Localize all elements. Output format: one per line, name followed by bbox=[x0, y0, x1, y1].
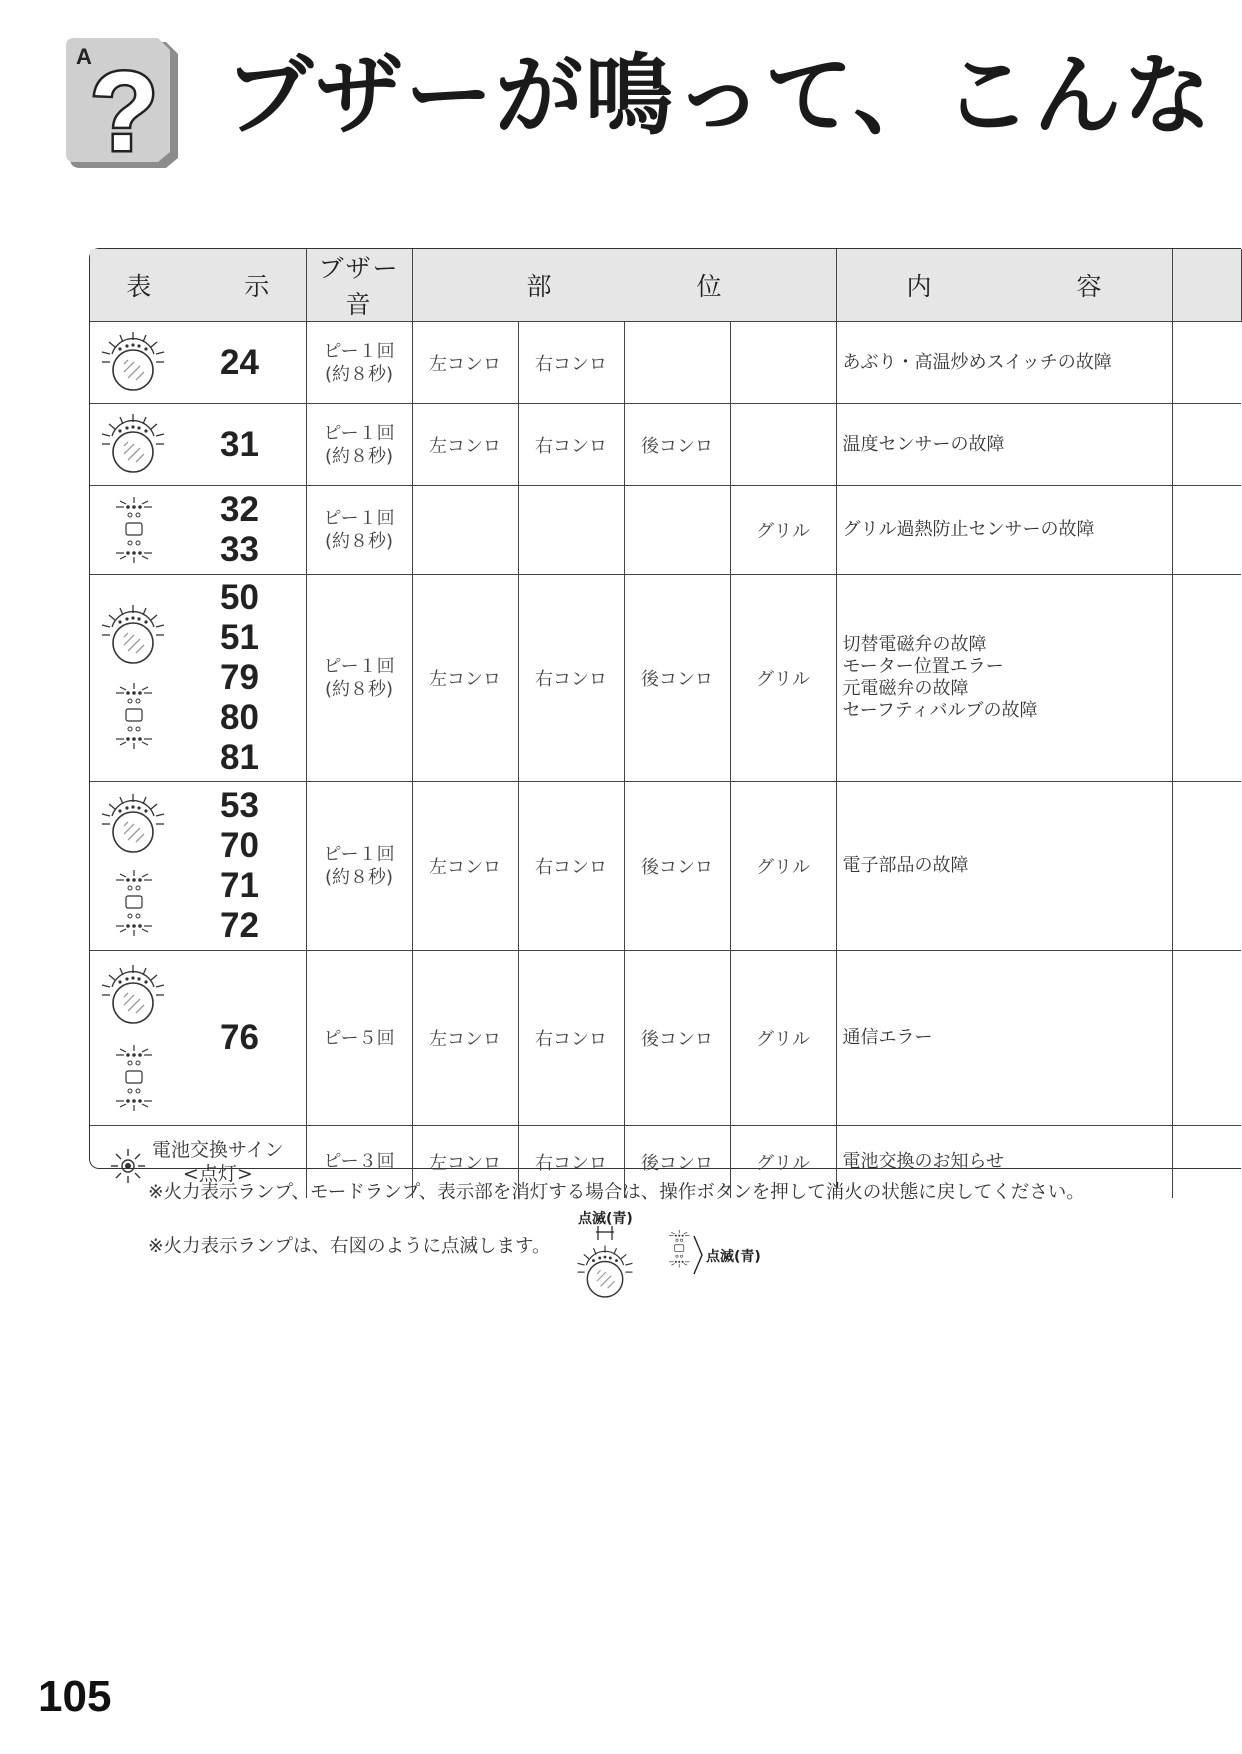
location-left: 左コンロ bbox=[412, 322, 518, 404]
location-back: 後コンロ bbox=[624, 782, 730, 951]
error-code: 81 bbox=[220, 738, 259, 777]
location-left bbox=[412, 486, 518, 575]
burner-knob-lamp-icon bbox=[98, 605, 168, 667]
header-extra bbox=[1172, 249, 1241, 322]
location-grill bbox=[730, 322, 836, 404]
error-code: 80 bbox=[220, 698, 259, 737]
location-grill: グリル bbox=[730, 1126, 836, 1198]
content-cell: 温度センサーの故障 bbox=[836, 404, 1172, 486]
location-right: 右コンロ bbox=[518, 951, 624, 1126]
content-cell: グリル過熱防止センサーの故障 bbox=[836, 486, 1172, 575]
location-left: 左コンロ bbox=[412, 404, 518, 486]
blinking-knob-icon bbox=[574, 1226, 636, 1304]
display-cell bbox=[90, 322, 306, 404]
error-code: 32 bbox=[220, 490, 259, 529]
location-left: 左コンロ bbox=[412, 951, 518, 1126]
content-cell: 電子部品の故障 bbox=[836, 782, 1172, 951]
error-code: 33 bbox=[220, 530, 259, 569]
burner-knob-lamp-icon bbox=[98, 414, 168, 476]
error-code: 31 bbox=[220, 424, 259, 464]
location-grill: グリル bbox=[730, 782, 836, 951]
battery-label: 電池交換サイン bbox=[152, 1139, 284, 1161]
buzzer-cell: ピー１回 (約８秒) bbox=[306, 782, 412, 951]
extra-cell bbox=[1172, 575, 1241, 782]
table-row bbox=[90, 486, 1241, 575]
content-cell: 切替電磁弁の故障 モーター位置エラー 元電磁弁の故障 セーフティバルブの故障 bbox=[836, 575, 1172, 782]
header-content: 内 容 bbox=[836, 249, 1172, 322]
grill-lamp-icon bbox=[112, 497, 156, 563]
header-location: 部 位 bbox=[412, 249, 836, 322]
location-grill bbox=[730, 404, 836, 486]
content-cell: あぶり・高温炒めスイッチの故障 bbox=[836, 322, 1172, 404]
location-left: 左コンロ bbox=[412, 782, 518, 951]
location-right: 右コンロ bbox=[518, 404, 624, 486]
page-number: 105 bbox=[38, 1672, 112, 1721]
error-code: 71 bbox=[220, 866, 259, 905]
location-left: 左コンロ bbox=[412, 1126, 518, 1198]
extra-cell bbox=[1172, 951, 1241, 1126]
display-cell bbox=[90, 782, 306, 951]
error-code: 72 bbox=[220, 906, 259, 945]
grill-lamp-icon bbox=[112, 683, 156, 749]
blinking-grill-lamp-icon bbox=[660, 1230, 706, 1280]
error-code-table bbox=[89, 248, 1241, 1185]
location-grill: グリル bbox=[730, 575, 836, 782]
table-row bbox=[90, 404, 1241, 486]
table-row bbox=[90, 951, 1241, 1126]
location-right: 右コンロ bbox=[518, 1126, 624, 1198]
location-right: 右コンロ bbox=[518, 322, 624, 404]
location-right: 右コンロ bbox=[518, 575, 624, 782]
display-cell bbox=[90, 486, 306, 575]
error-code: 51 bbox=[220, 618, 259, 657]
location-back bbox=[624, 322, 730, 404]
buzzer-cell: ピー１回 (約８秒) bbox=[306, 486, 412, 575]
error-code: 53 bbox=[220, 786, 259, 825]
grill-lamp-icon bbox=[112, 870, 156, 936]
extra-cell bbox=[1172, 782, 1241, 951]
error-code: 50 bbox=[220, 578, 259, 617]
display-cell bbox=[90, 951, 306, 1126]
legend-blink-label: 点滅(青) bbox=[706, 1249, 761, 1265]
content-cell: 電池交換のお知らせ bbox=[836, 1126, 1172, 1198]
badge-question-mark: ? bbox=[90, 49, 159, 174]
location-grill: グリル bbox=[730, 951, 836, 1126]
header-display: 表 示 bbox=[90, 249, 306, 322]
location-right: 右コンロ bbox=[518, 782, 624, 951]
buzzer-cell: ピー１回 (約８秒) bbox=[306, 322, 412, 404]
header-buzzer: ブザー音 bbox=[306, 249, 412, 322]
error-code: 76 bbox=[220, 1018, 259, 1057]
location-back bbox=[624, 486, 730, 575]
badge-letter: A bbox=[76, 44, 92, 69]
error-code: 24 bbox=[220, 342, 259, 382]
location-grill: グリル bbox=[730, 486, 836, 575]
table-row bbox=[90, 322, 1241, 404]
extra-cell bbox=[1172, 486, 1241, 575]
location-back: 後コンロ bbox=[624, 575, 730, 782]
note-lamp-off: ※火力表示ランプ、モードランプ、表示部を消灯する場合は、操作ボタンを押して消火の状態に戻してください。 bbox=[148, 1182, 1085, 1203]
legend-blink-label: 点滅(青) bbox=[578, 1211, 633, 1227]
display-cell bbox=[90, 404, 306, 486]
error-code: 70 bbox=[220, 826, 259, 865]
content-cell: 通信エラー bbox=[836, 951, 1172, 1126]
error-code: 79 bbox=[220, 658, 259, 697]
location-left: 左コンロ bbox=[412, 575, 518, 782]
buzzer-cell: ピー５回 bbox=[306, 951, 412, 1126]
buzzer-cell: ピー１回 (約８秒) bbox=[306, 404, 412, 486]
display-cell bbox=[90, 575, 306, 782]
burner-knob-lamp-icon bbox=[98, 794, 168, 856]
burner-knob-lamp-icon bbox=[98, 965, 168, 1027]
note-lamp-blink: ※火力表示ランプは、右図のように点滅します。 bbox=[148, 1236, 551, 1257]
extra-cell bbox=[1172, 1126, 1241, 1198]
grill-lamp-icon bbox=[112, 1045, 156, 1111]
location-back: 後コンロ bbox=[624, 404, 730, 486]
location-back: 後コンロ bbox=[624, 1126, 730, 1198]
sun-burst-icon bbox=[110, 1148, 146, 1184]
table-row bbox=[90, 782, 1241, 951]
burner-knob-lamp-icon bbox=[98, 332, 168, 394]
location-right bbox=[518, 486, 624, 575]
battery-label-state: <点灯> bbox=[182, 1163, 253, 1185]
qa-badge-icon bbox=[66, 38, 196, 174]
page-title: ブザーが鳴って、こんな bbox=[225, 43, 1214, 147]
buzzer-cell: ピー１回 (約８秒) bbox=[306, 575, 412, 782]
table-row bbox=[90, 575, 1241, 782]
buzzer-cell: ピー３回 bbox=[306, 1126, 412, 1198]
extra-cell bbox=[1172, 322, 1241, 404]
extra-cell bbox=[1172, 404, 1241, 486]
location-back: 後コンロ bbox=[624, 951, 730, 1126]
